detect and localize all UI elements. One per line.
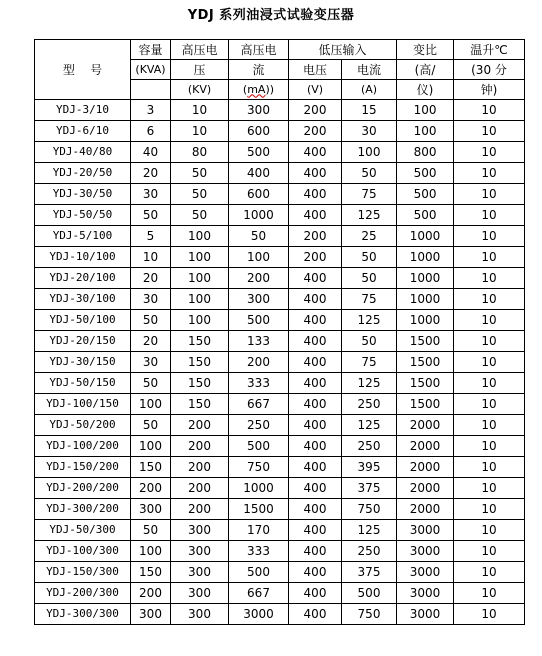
cell-temp-rise: 10 bbox=[454, 604, 525, 625]
cell-lv-voltage: 200 bbox=[289, 100, 342, 121]
cell-hv-voltage: 200 bbox=[171, 478, 229, 499]
table-row bbox=[35, 100, 525, 121]
cell-hv-voltage: 10 bbox=[171, 100, 229, 121]
cell-model: YDJ-200/300 bbox=[35, 583, 131, 604]
cell-lv-voltage: 400 bbox=[289, 352, 342, 373]
cell-temp-rise: 10 bbox=[454, 436, 525, 457]
cell-lv-voltage: 400 bbox=[289, 436, 342, 457]
table-row bbox=[35, 142, 525, 163]
cell-lv-voltage: 400 bbox=[289, 142, 342, 163]
cell-model: YDJ-100/200 bbox=[35, 436, 131, 457]
table-row bbox=[35, 583, 525, 604]
cell-ratio: 1000 bbox=[397, 226, 454, 247]
header-capacity-unit: (KVA) bbox=[131, 60, 171, 80]
cell-hv-current: 400 bbox=[229, 163, 289, 184]
cell-hv-current: 500 bbox=[229, 562, 289, 583]
header-row-1 bbox=[35, 40, 525, 60]
header-lv-current-unit: (A) bbox=[342, 80, 397, 100]
cell-temp-rise: 10 bbox=[454, 562, 525, 583]
cell-model: YDJ-30/100 bbox=[35, 289, 131, 310]
cell-capacity: 6 bbox=[131, 121, 171, 142]
cell-ratio: 1500 bbox=[397, 373, 454, 394]
table-row bbox=[35, 268, 525, 289]
cell-temp-rise: 10 bbox=[454, 121, 525, 142]
cell-model: YDJ-50/100 bbox=[35, 310, 131, 331]
cell-lv-voltage: 400 bbox=[289, 184, 342, 205]
cell-capacity: 50 bbox=[131, 415, 171, 436]
table-row bbox=[35, 331, 525, 352]
cell-temp-rise: 10 bbox=[454, 520, 525, 541]
table-row bbox=[35, 562, 525, 583]
table-row bbox=[35, 415, 525, 436]
cell-lv-voltage: 400 bbox=[289, 562, 342, 583]
cell-lv-voltage: 400 bbox=[289, 478, 342, 499]
cell-ratio: 1000 bbox=[397, 289, 454, 310]
cell-hv-current: 100 bbox=[229, 247, 289, 268]
header-lv-input: 低压输入 bbox=[289, 40, 397, 60]
cell-lv-current: 75 bbox=[342, 352, 397, 373]
cell-lv-current: 750 bbox=[342, 499, 397, 520]
header-hv-current: 高压电 bbox=[229, 40, 289, 60]
cell-capacity: 10 bbox=[131, 247, 171, 268]
cell-capacity: 40 bbox=[131, 142, 171, 163]
cell-lv-voltage: 400 bbox=[289, 289, 342, 310]
cell-temp-rise: 10 bbox=[454, 226, 525, 247]
cell-temp-rise: 10 bbox=[454, 268, 525, 289]
cell-capacity: 50 bbox=[131, 310, 171, 331]
cell-hv-voltage: 100 bbox=[171, 310, 229, 331]
cell-hv-current: 667 bbox=[229, 394, 289, 415]
cell-model: YDJ-3/10 bbox=[35, 100, 131, 121]
header-ratio-3: 仪) bbox=[397, 80, 454, 100]
table-row bbox=[35, 457, 525, 478]
cell-temp-rise: 10 bbox=[454, 331, 525, 352]
cell-lv-current: 50 bbox=[342, 163, 397, 184]
table-row bbox=[35, 499, 525, 520]
cell-hv-voltage: 50 bbox=[171, 205, 229, 226]
cell-model: YDJ-200/200 bbox=[35, 478, 131, 499]
table-row bbox=[35, 289, 525, 310]
cell-lv-current: 395 bbox=[342, 457, 397, 478]
cell-lv-current: 75 bbox=[342, 289, 397, 310]
cell-capacity: 150 bbox=[131, 457, 171, 478]
cell-capacity: 150 bbox=[131, 562, 171, 583]
cell-lv-current: 125 bbox=[342, 310, 397, 331]
table-row bbox=[35, 205, 525, 226]
cell-temp-rise: 10 bbox=[454, 457, 525, 478]
cell-capacity: 100 bbox=[131, 541, 171, 562]
cell-lv-voltage: 400 bbox=[289, 604, 342, 625]
cell-capacity: 300 bbox=[131, 499, 171, 520]
cell-ratio: 3000 bbox=[397, 541, 454, 562]
header-capacity: 容量 bbox=[131, 40, 171, 60]
cell-temp-rise: 10 bbox=[454, 415, 525, 436]
cell-temp-rise: 10 bbox=[454, 100, 525, 121]
header-model: 型 号 bbox=[35, 40, 131, 100]
cell-lv-current: 15 bbox=[342, 100, 397, 121]
cell-hv-voltage: 50 bbox=[171, 184, 229, 205]
cell-lv-current: 100 bbox=[342, 142, 397, 163]
cell-model: YDJ-10/100 bbox=[35, 247, 131, 268]
cell-model: YDJ-100/300 bbox=[35, 541, 131, 562]
cell-model: YDJ-50/300 bbox=[35, 520, 131, 541]
cell-hv-voltage: 300 bbox=[171, 604, 229, 625]
table-row bbox=[35, 478, 525, 499]
cell-hv-voltage: 200 bbox=[171, 436, 229, 457]
cell-model: YDJ-20/100 bbox=[35, 268, 131, 289]
cell-lv-current: 750 bbox=[342, 604, 397, 625]
cell-hv-voltage: 150 bbox=[171, 331, 229, 352]
table-row bbox=[35, 394, 525, 415]
cell-hv-voltage: 150 bbox=[171, 394, 229, 415]
cell-model: YDJ-100/150 bbox=[35, 394, 131, 415]
header-hv-voltage: 高压电 bbox=[171, 40, 229, 60]
cell-model: YDJ-40/80 bbox=[35, 142, 131, 163]
cell-hv-current: 600 bbox=[229, 184, 289, 205]
cell-hv-voltage: 100 bbox=[171, 247, 229, 268]
cell-capacity: 50 bbox=[131, 205, 171, 226]
cell-lv-current: 125 bbox=[342, 415, 397, 436]
cell-capacity: 3 bbox=[131, 100, 171, 121]
cell-ratio: 100 bbox=[397, 121, 454, 142]
cell-hv-voltage: 300 bbox=[171, 583, 229, 604]
cell-ratio: 500 bbox=[397, 184, 454, 205]
cell-hv-current: 3000 bbox=[229, 604, 289, 625]
table-row bbox=[35, 541, 525, 562]
cell-ratio: 800 bbox=[397, 142, 454, 163]
cell-hv-current: 1500 bbox=[229, 499, 289, 520]
document-title: YDJ 系列油浸式试验变压器 bbox=[187, 8, 355, 23]
cell-ratio: 3000 bbox=[397, 583, 454, 604]
cell-capacity: 30 bbox=[131, 289, 171, 310]
cell-hv-voltage: 300 bbox=[171, 562, 229, 583]
cell-lv-voltage: 400 bbox=[289, 310, 342, 331]
header-hv-current-2: 流 bbox=[229, 60, 289, 80]
cell-temp-rise: 10 bbox=[454, 289, 525, 310]
cell-capacity: 20 bbox=[131, 268, 171, 289]
cell-model: YDJ-5/100 bbox=[35, 226, 131, 247]
table-row bbox=[35, 310, 525, 331]
cell-ratio: 500 bbox=[397, 205, 454, 226]
table-row bbox=[35, 373, 525, 394]
cell-model: YDJ-50/200 bbox=[35, 415, 131, 436]
cell-capacity: 50 bbox=[131, 520, 171, 541]
cell-model: YDJ-6/10 bbox=[35, 121, 131, 142]
cell-lv-current: 250 bbox=[342, 436, 397, 457]
cell-hv-voltage: 100 bbox=[171, 268, 229, 289]
cell-hv-voltage: 100 bbox=[171, 226, 229, 247]
cell-ratio: 1500 bbox=[397, 331, 454, 352]
table-row bbox=[35, 352, 525, 373]
cell-hv-current: 1000 bbox=[229, 478, 289, 499]
cell-hv-voltage: 300 bbox=[171, 541, 229, 562]
cell-capacity: 200 bbox=[131, 478, 171, 499]
cell-model: YDJ-20/150 bbox=[35, 331, 131, 352]
cell-capacity: 50 bbox=[131, 373, 171, 394]
header-temp-rise: 温升℃ bbox=[454, 40, 525, 60]
cell-temp-rise: 10 bbox=[454, 247, 525, 268]
cell-lv-voltage: 200 bbox=[289, 247, 342, 268]
cell-lv-current: 375 bbox=[342, 478, 397, 499]
cell-temp-rise: 10 bbox=[454, 163, 525, 184]
table-row bbox=[35, 121, 525, 142]
cell-ratio: 2000 bbox=[397, 478, 454, 499]
header-hv-current-unit: (mA)) bbox=[229, 80, 289, 100]
cell-model: YDJ-150/200 bbox=[35, 457, 131, 478]
table-row bbox=[35, 226, 525, 247]
cell-hv-current: 1000 bbox=[229, 205, 289, 226]
cell-lv-voltage: 400 bbox=[289, 205, 342, 226]
cell-lv-current: 375 bbox=[342, 562, 397, 583]
cell-ratio: 1500 bbox=[397, 352, 454, 373]
cell-model: YDJ-50/50 bbox=[35, 205, 131, 226]
cell-temp-rise: 10 bbox=[454, 184, 525, 205]
cell-lv-current: 50 bbox=[342, 268, 397, 289]
cell-ratio: 2000 bbox=[397, 457, 454, 478]
cell-lv-current: 25 bbox=[342, 226, 397, 247]
cell-lv-voltage: 400 bbox=[289, 268, 342, 289]
header-lv-current: 电流 bbox=[342, 60, 397, 80]
header-temp-rise-3: 钟) bbox=[454, 80, 525, 100]
cell-hv-current: 750 bbox=[229, 457, 289, 478]
cell-hv-current: 500 bbox=[229, 310, 289, 331]
cell-model: YDJ-300/300 bbox=[35, 604, 131, 625]
cell-hv-voltage: 200 bbox=[171, 415, 229, 436]
cell-lv-voltage: 200 bbox=[289, 226, 342, 247]
cell-hv-current: 170 bbox=[229, 520, 289, 541]
cell-hv-voltage: 200 bbox=[171, 457, 229, 478]
cell-model: YDJ-30/50 bbox=[35, 184, 131, 205]
cell-ratio: 2000 bbox=[397, 436, 454, 457]
cell-capacity: 20 bbox=[131, 163, 171, 184]
cell-hv-voltage: 10 bbox=[171, 121, 229, 142]
spec-table bbox=[34, 39, 525, 625]
cell-lv-voltage: 400 bbox=[289, 163, 342, 184]
cell-temp-rise: 10 bbox=[454, 541, 525, 562]
cell-hv-current: 50 bbox=[229, 226, 289, 247]
cell-lv-current: 50 bbox=[342, 247, 397, 268]
cell-lv-current: 250 bbox=[342, 541, 397, 562]
cell-lv-current: 125 bbox=[342, 373, 397, 394]
cell-temp-rise: 10 bbox=[454, 583, 525, 604]
cell-lv-voltage: 400 bbox=[289, 457, 342, 478]
cell-model: YDJ-150/300 bbox=[35, 562, 131, 583]
cell-lv-voltage: 400 bbox=[289, 520, 342, 541]
cell-ratio: 500 bbox=[397, 163, 454, 184]
cell-lv-current: 125 bbox=[342, 205, 397, 226]
cell-lv-voltage: 400 bbox=[289, 583, 342, 604]
table-row bbox=[35, 436, 525, 457]
cell-hv-current: 200 bbox=[229, 352, 289, 373]
header-lv-voltage: 电压 bbox=[289, 60, 342, 80]
table-row bbox=[35, 247, 525, 268]
header-lv-voltage-unit: (V) bbox=[289, 80, 342, 100]
cell-hv-current: 200 bbox=[229, 268, 289, 289]
cell-lv-current: 50 bbox=[342, 331, 397, 352]
cell-ratio: 1000 bbox=[397, 247, 454, 268]
cell-hv-current: 500 bbox=[229, 436, 289, 457]
cell-capacity: 20 bbox=[131, 331, 171, 352]
cell-lv-current: 500 bbox=[342, 583, 397, 604]
cell-model: YDJ-300/200 bbox=[35, 499, 131, 520]
cell-hv-current: 600 bbox=[229, 121, 289, 142]
cell-capacity: 5 bbox=[131, 226, 171, 247]
cell-hv-voltage: 50 bbox=[171, 163, 229, 184]
cell-lv-current: 125 bbox=[342, 520, 397, 541]
cell-ratio: 3000 bbox=[397, 562, 454, 583]
cell-hv-current: 300 bbox=[229, 289, 289, 310]
cell-ratio: 3000 bbox=[397, 520, 454, 541]
header-ratio: 变比 bbox=[397, 40, 454, 60]
header-ratio-2: (高/ bbox=[397, 60, 454, 80]
cell-capacity: 30 bbox=[131, 184, 171, 205]
table-row bbox=[35, 520, 525, 541]
cell-temp-rise: 10 bbox=[454, 142, 525, 163]
cell-capacity: 100 bbox=[131, 394, 171, 415]
header-hv-voltage-unit: (KV) bbox=[171, 80, 229, 100]
cell-ratio: 1000 bbox=[397, 310, 454, 331]
cell-ratio: 100 bbox=[397, 100, 454, 121]
cell-hv-voltage: 150 bbox=[171, 352, 229, 373]
cell-hv-current: 333 bbox=[229, 373, 289, 394]
cell-temp-rise: 10 bbox=[454, 478, 525, 499]
cell-capacity: 200 bbox=[131, 583, 171, 604]
cell-lv-voltage: 400 bbox=[289, 331, 342, 352]
cell-model: YDJ-20/50 bbox=[35, 163, 131, 184]
cell-hv-current: 667 bbox=[229, 583, 289, 604]
cell-temp-rise: 10 bbox=[454, 394, 525, 415]
cell-lv-voltage: 400 bbox=[289, 373, 342, 394]
cell-hv-voltage: 100 bbox=[171, 289, 229, 310]
cell-lv-voltage: 400 bbox=[289, 541, 342, 562]
cell-lv-voltage: 400 bbox=[289, 394, 342, 415]
cell-lv-voltage: 400 bbox=[289, 499, 342, 520]
cell-hv-current: 300 bbox=[229, 100, 289, 121]
cell-lv-voltage: 400 bbox=[289, 415, 342, 436]
header-hv-voltage-2: 压 bbox=[171, 60, 229, 80]
cell-temp-rise: 10 bbox=[454, 499, 525, 520]
cell-ratio: 1500 bbox=[397, 394, 454, 415]
cell-hv-voltage: 150 bbox=[171, 373, 229, 394]
cell-temp-rise: 10 bbox=[454, 205, 525, 226]
cell-temp-rise: 10 bbox=[454, 373, 525, 394]
cell-temp-rise: 10 bbox=[454, 310, 525, 331]
cell-ratio: 3000 bbox=[397, 604, 454, 625]
cell-capacity: 30 bbox=[131, 352, 171, 373]
cell-hv-voltage: 80 bbox=[171, 142, 229, 163]
table-row bbox=[35, 163, 525, 184]
cell-hv-voltage: 300 bbox=[171, 520, 229, 541]
cell-lv-voltage: 200 bbox=[289, 121, 342, 142]
cell-hv-current: 133 bbox=[229, 331, 289, 352]
cell-model: YDJ-30/150 bbox=[35, 352, 131, 373]
cell-lv-current: 30 bbox=[342, 121, 397, 142]
cell-temp-rise: 10 bbox=[454, 352, 525, 373]
cell-ratio: 2000 bbox=[397, 415, 454, 436]
cell-capacity: 300 bbox=[131, 604, 171, 625]
cell-capacity: 100 bbox=[131, 436, 171, 457]
cell-lv-current: 75 bbox=[342, 184, 397, 205]
cell-model: YDJ-50/150 bbox=[35, 373, 131, 394]
cell-hv-current: 250 bbox=[229, 415, 289, 436]
cell-hv-current: 333 bbox=[229, 541, 289, 562]
cell-ratio: 2000 bbox=[397, 499, 454, 520]
cell-hv-voltage: 200 bbox=[171, 499, 229, 520]
table-row bbox=[35, 184, 525, 205]
table-row bbox=[35, 604, 525, 625]
cell-lv-current: 250 bbox=[342, 394, 397, 415]
cell-ratio: 1000 bbox=[397, 268, 454, 289]
cell-hv-current: 500 bbox=[229, 142, 289, 163]
header-temp-rise-2: (30 分 bbox=[454, 60, 525, 80]
